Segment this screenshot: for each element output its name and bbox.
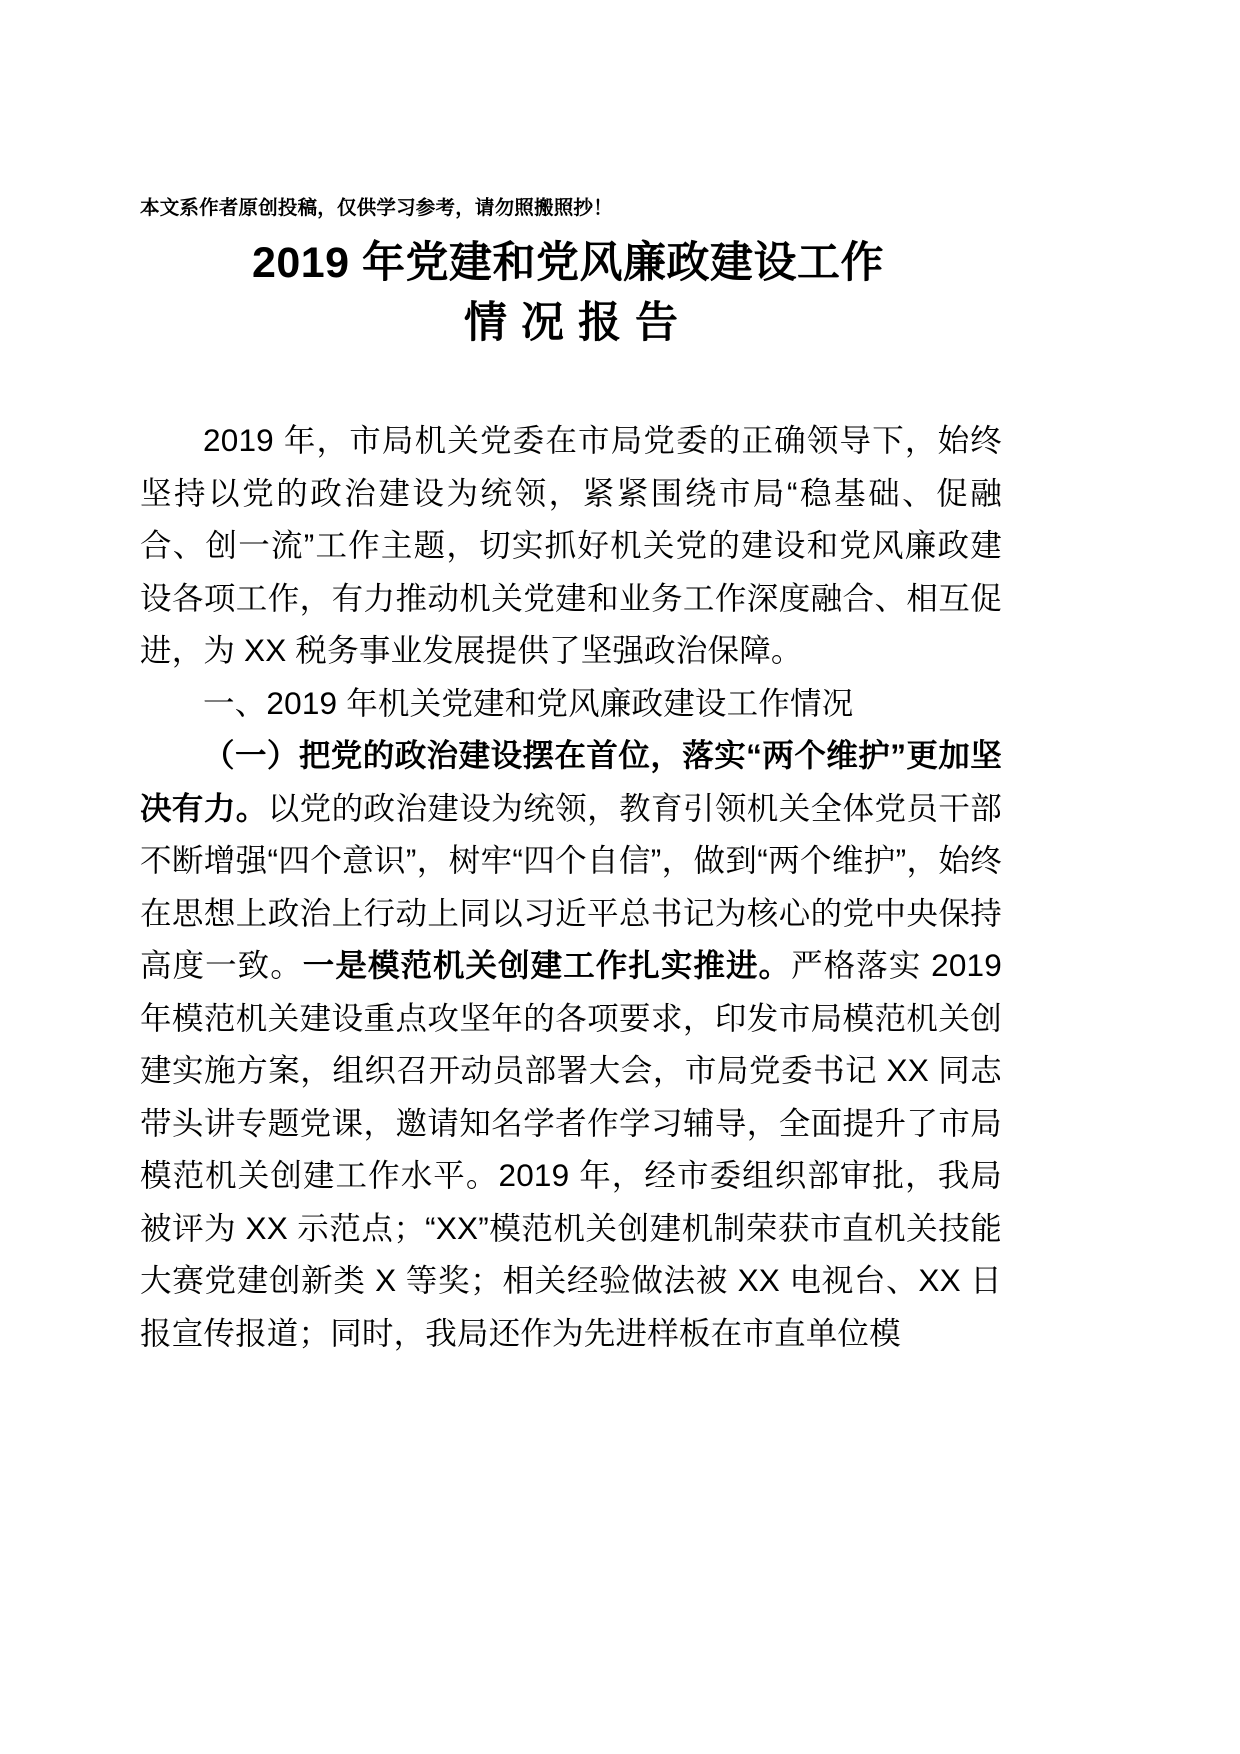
paragraph-subsection-one [140,729,1002,1359]
subsection-one-run-3: 严格落实 2019 年模范机关建设重点攻坚年的各项要求，印发市局模范机关创建实施方案，组织召开动员部署大会，市局党委书记 XX 同志带头讲专题党课，邀请知名学者作学习辅导，全面提升了市局模范机关创建工作水平。2019 年，经市委组织部审批，我局被评为 XX 示范点；“XX”模范机关创建机制荣获市直机关技能大赛党建创新类 X 等奖；相关经验做法被 XX 电视台、XX 日报宣传报道；同时，我局还作为先进样板在市直单位模 [140,947,1002,1351]
subsection-one-run-0: （一）把党的政治建设摆在首位，落实“两个维护”更加坚决有力。 [140,737,1002,826]
subsection-one-run-1: 以党的政治建设为统领，教育引领机关全体党员干部不断增强“四个意识”，树牢“四个自信”，做到“两个维护”，始终在思想上政治上行动上同以习近平总书记为核心的党中央保持高度一致。 [140,789,1002,984]
intro-run-0: 2019 年，市局机关党委在市局党委的正确领导下，始终坚持以党的政治建设为统领，紧紧围绕市局“稳基础、促融合、创一流”工作主题，切实抓好机关党的建设和党风廉政建设各项工作，有力推动机关党建和业务工作深度融合、相互促进，为 XX 税务事业发展提供了坚强政治保障。 [140,422,1002,669]
paragraph-intro [140,414,1002,677]
subsection-one-run-2: 一是模范机关创建工作扎实推进。 [302,947,792,984]
section-one-run-0: 一、2019 年机关党建和党风廉政建设工作情况 [203,684,854,721]
paragraph-section-one [140,677,1002,730]
document-body [140,414,1002,1359]
title-line-secondary: 情况报告 [464,299,692,348]
page-title [140,234,1002,352]
title-line-primary: 2019 年党建和党风廉政建设工作 [251,239,885,288]
page-content [140,196,1002,1359]
disclaimer-notice: 本文系作者原创投稿，仅供学习参考，请勿照搬照抄！ [140,197,613,219]
